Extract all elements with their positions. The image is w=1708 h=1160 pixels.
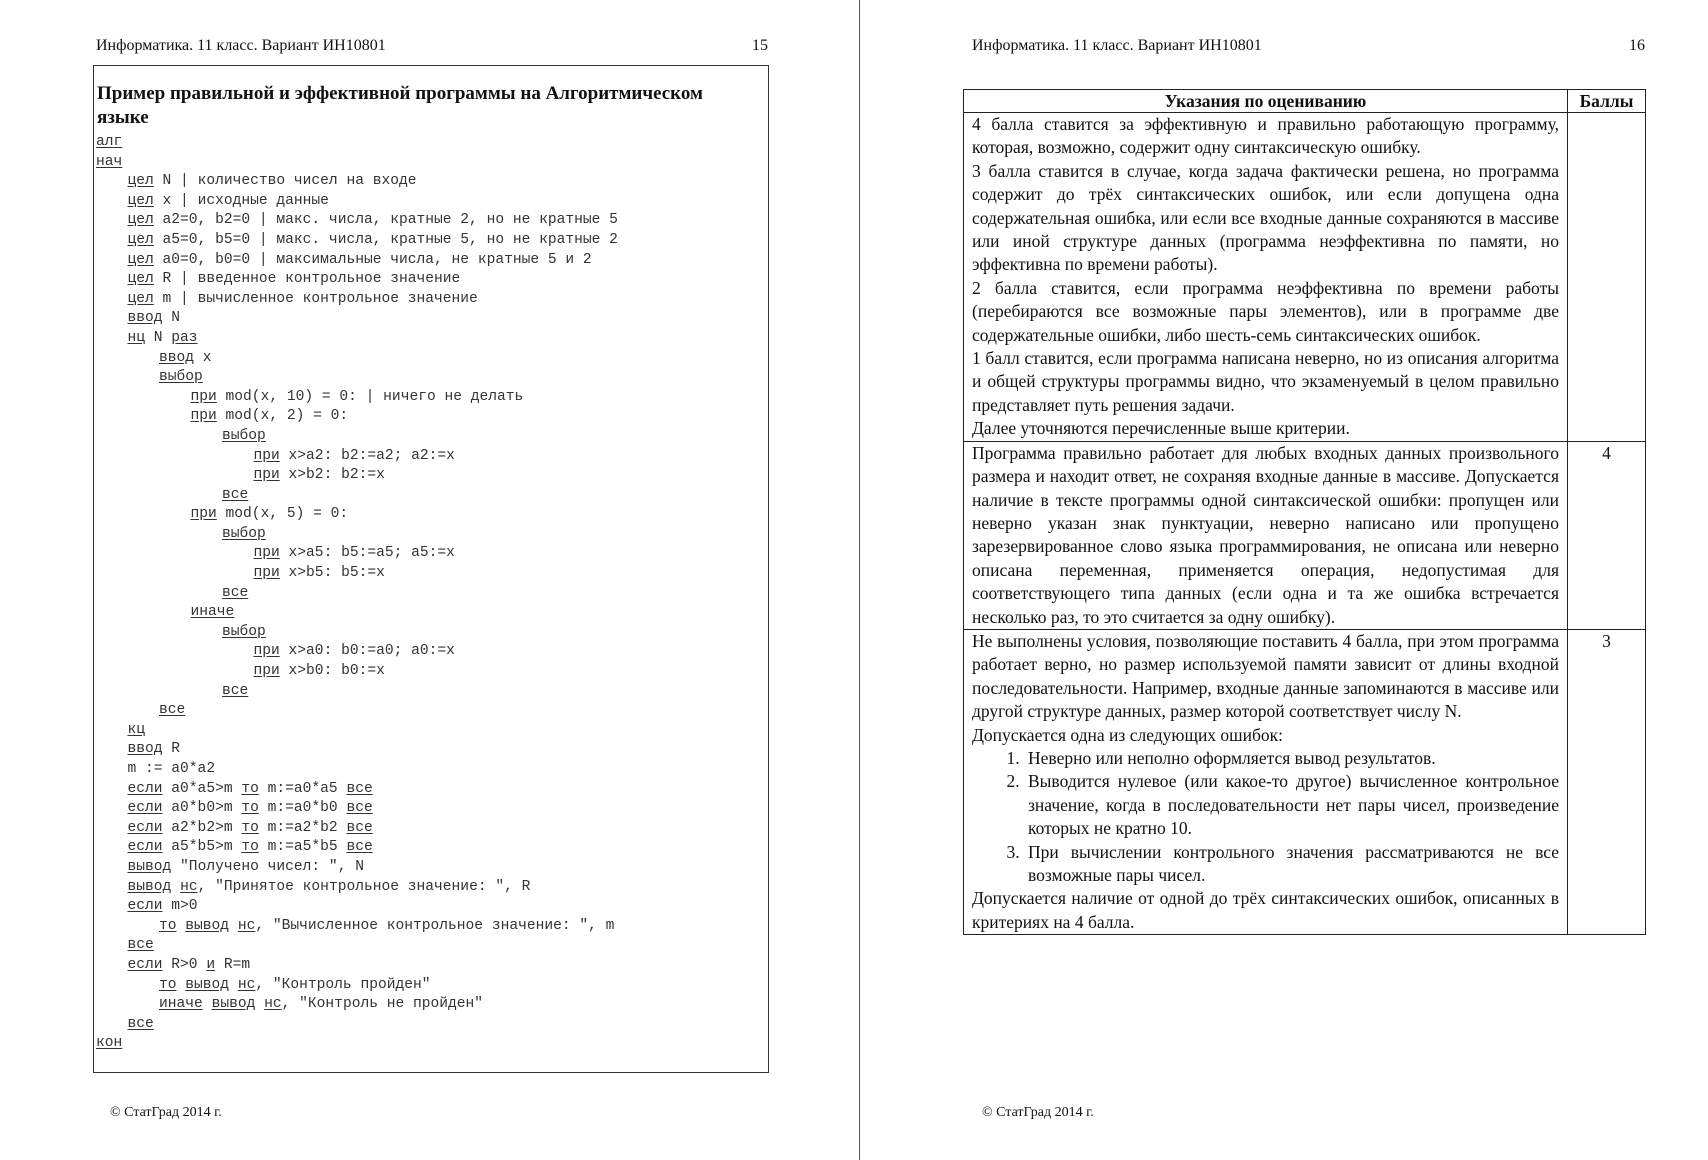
table-row — [964, 441, 1646, 629]
code-line — [96, 878, 618, 898]
code-keyword: то — [241, 780, 259, 797]
code-text: x>b5: b5:=x — [279, 565, 385, 582]
code-keyword: если — [127, 956, 163, 973]
code-text: a2*b2>m — [162, 819, 242, 836]
code-line — [96, 192, 618, 212]
code-text: x>a5: b5:=a5; a5:=x — [279, 545, 455, 562]
code-text — [229, 977, 238, 993]
criteria-paragraph: Программа правильно работает для любых входных данных произвольного размера и находит ответ, не сохраняя входные данные в массиве. Допускается наличие в тексте программы одной синтаксической ошибки: пропущен или неверно указан знак пунктуации, неверно написано или пропущено зарезервированное слово языка программирования, не описана или неверно описана переменная, применяется операция, недопустимая для соответствующего типа данных (если одна и та же ошибка встречается несколько раз, то это считается за одну ошибку). — [972, 442, 1559, 627]
code-line — [96, 368, 618, 388]
code-line — [96, 838, 618, 858]
left-page-header: Информатика. 11 класс. Вариант ИН10801 — [96, 37, 386, 54]
code-line — [96, 525, 618, 545]
criteria-cell — [964, 113, 1568, 442]
code-line — [96, 447, 618, 467]
code-keyword: нс — [180, 878, 198, 895]
code-line — [96, 309, 618, 329]
program-box — [93, 65, 769, 1073]
code-keyword: все — [222, 486, 249, 503]
code-keyword: при — [253, 447, 280, 464]
code-text: , "Контроль пройден" — [255, 976, 431, 993]
code-line — [96, 211, 618, 231]
code-keyword: иначе — [159, 996, 203, 1013]
code-line — [96, 721, 618, 741]
code-keyword: кон — [96, 1035, 123, 1052]
criteria-cell — [964, 441, 1568, 629]
code-text: x>a2: b2:=a2; a2:=x — [279, 447, 455, 464]
code-text: m:=a5*b5 — [258, 839, 347, 856]
code-text: "Получено чисел: ", N — [171, 858, 364, 875]
code-text: a2=0, b2=0 | макс. числа, кратные 2, но не кратные 5 — [153, 212, 618, 229]
criteria-paragraph: Допускается одна из следующих ошибок: — [972, 724, 1284, 745]
code-line — [96, 780, 618, 800]
code-keyword: то — [241, 819, 259, 836]
code-text: mod(x, 5) = 0: — [216, 506, 349, 523]
code-keyword: все — [222, 584, 249, 601]
code-keyword: выбор — [159, 369, 203, 386]
code-keyword: все — [127, 1015, 154, 1032]
code-text: m := a0*a2 — [127, 761, 216, 777]
criteria-table — [963, 89, 1646, 935]
right-page — [860, 0, 1708, 1160]
code-keyword: если — [127, 780, 163, 797]
error-list-item: 3. При вычислении контрольного значения рассматриваются не все возможные пары чисел. — [1024, 841, 1559, 888]
code-keyword: все — [346, 819, 373, 836]
code-text — [171, 879, 180, 895]
code-text: R — [162, 741, 181, 758]
code-text: m | вычисленное контрольное значение — [153, 290, 478, 307]
code-text: R>0 — [162, 956, 207, 973]
code-line — [96, 956, 618, 976]
code-keyword: при — [253, 467, 280, 484]
code-text — [177, 918, 186, 934]
criteria-paragraph: 2 балла ставится, если программа неэффективна по времени работы (перебираются все возможные пары элементов), или в программе две содержательные ошибки, либо шесть-семь синтаксических ошибок. — [972, 277, 1559, 345]
code-line — [96, 682, 618, 702]
right-page-number: 16 — [1629, 37, 1645, 54]
code-keyword: то — [241, 839, 259, 856]
right-page-footer: © СтатГрад 2014 г. — [982, 1105, 1094, 1120]
code-keyword: нс — [237, 917, 256, 934]
code-keyword: цел — [127, 231, 154, 248]
code-line — [96, 603, 618, 623]
right-page-header: Информатика. 11 класс. Вариант ИН10801 — [972, 37, 1262, 54]
code-keyword: если — [127, 800, 163, 817]
code-line — [96, 270, 618, 290]
criteria-paragraph: 3 балла ставится в случае, когда задача фактически решена, но программа содержит до трёх синтаксических ошибок, или если допущена одна содержательная ошибка, или если все входные данные сохраняются в массиве или иной структуре данных (программа неэффективна по памяти, но эффективна по времени работы). — [972, 160, 1559, 275]
score-cell: 3 — [1568, 629, 1646, 934]
code-line — [96, 701, 618, 721]
code-text: N — [162, 310, 181, 327]
code-keyword: выбор — [222, 427, 266, 444]
code-keyword: цел — [127, 271, 154, 288]
code-line — [96, 584, 618, 604]
code-text: N — [145, 329, 172, 346]
code-keyword: цел — [127, 212, 154, 229]
code-keyword: если — [127, 839, 163, 856]
code-keyword: при — [253, 643, 280, 660]
code-keyword: вывод — [185, 917, 230, 934]
code-line — [96, 388, 618, 408]
left-page-footer: © СтатГрад 2014 г. — [110, 1105, 222, 1120]
code-keyword: ввод — [127, 741, 163, 758]
code-line — [96, 466, 618, 486]
code-keyword: все — [346, 839, 373, 856]
code-line — [96, 290, 618, 310]
score-cell: 4 — [1568, 441, 1646, 629]
code-text: x — [194, 349, 212, 366]
code-keyword: цел — [127, 173, 154, 190]
code-keyword: цел — [127, 290, 154, 307]
code-listing — [96, 133, 618, 1054]
code-text: a5*b5>m — [162, 839, 242, 856]
code-line — [96, 349, 618, 369]
code-keyword: при — [190, 408, 217, 425]
code-keyword: и — [206, 956, 216, 973]
code-text: a5=0, b5=0 | макс. числа, кратные 5, но не кратные 2 — [153, 231, 618, 248]
code-keyword: вывод — [211, 996, 256, 1013]
program-title: Пример правильной и эффективной программы на Алгоритмическом языке — [97, 83, 703, 128]
code-keyword: цел — [127, 192, 154, 209]
code-keyword: то — [159, 976, 177, 993]
code-keyword: вывод — [127, 858, 172, 875]
code-text: mod(x, 10) = 0: | ничего не делать — [216, 388, 524, 405]
code-text: mod(x, 2) = 0: — [216, 408, 349, 425]
code-keyword: если — [127, 898, 163, 915]
header-score: Баллы — [1568, 90, 1646, 113]
code-keyword: раз — [171, 329, 198, 346]
code-text — [203, 996, 212, 1012]
code-text: a0=0, b0=0 | максимальные числа, не кратные 5 и 2 — [153, 251, 592, 268]
code-text: m:=a0*a5 — [258, 780, 347, 797]
code-keyword: при — [190, 388, 217, 405]
error-list — [972, 747, 1559, 887]
code-keyword: все — [222, 682, 249, 699]
code-line — [96, 858, 618, 878]
code-line — [96, 799, 618, 819]
code-keyword: выбор — [222, 525, 266, 542]
code-keyword: алг — [96, 134, 123, 150]
code-line — [96, 995, 618, 1015]
code-keyword: все — [346, 800, 373, 817]
criteria-paragraph: Далее уточняются перечисленные выше критерии. — [972, 418, 1350, 439]
code-line — [96, 153, 618, 173]
left-page-number: 15 — [752, 37, 768, 54]
code-text: x | исходные данные — [153, 192, 329, 209]
code-text: m:=a0*b0 — [258, 800, 347, 817]
header-criteria: Указания по оцениванию — [964, 90, 1568, 113]
code-line — [96, 662, 618, 682]
code-line — [96, 1034, 618, 1054]
code-line — [96, 133, 618, 153]
code-line — [96, 642, 618, 662]
code-line — [96, 427, 618, 447]
code-line — [96, 407, 618, 427]
code-text: x>b0: b0:=x — [279, 663, 385, 680]
code-keyword: нс — [237, 976, 256, 993]
code-line — [96, 976, 618, 996]
code-line — [96, 936, 618, 956]
code-keyword: при — [253, 663, 280, 680]
code-keyword: вывод — [185, 976, 230, 993]
code-text — [229, 918, 238, 934]
criteria-paragraph: Допускается наличие от одной до трёх синтаксических ошибок, описанных в критериях на 4 балла. — [972, 888, 1559, 932]
code-keyword: вывод — [127, 878, 172, 895]
code-text: R=m — [215, 956, 251, 973]
code-keyword: то — [159, 917, 177, 934]
code-text — [255, 996, 264, 1012]
code-line — [96, 897, 618, 917]
code-keyword: ввод — [127, 310, 163, 327]
table-header-row — [964, 90, 1646, 113]
code-line — [96, 564, 618, 584]
error-list-item: 1. Неверно или неполно оформляется вывод результатов. — [1024, 747, 1559, 770]
code-keyword: при — [253, 565, 280, 582]
code-line — [96, 917, 618, 937]
criteria-paragraph: 1 балл ставится, если программа написана неверно, но из описания алгоритма и общей структуры программы видно, что экзаменуемый в целом правильно представляет путь решения задачи. — [972, 348, 1559, 415]
code-keyword: нс — [264, 996, 282, 1013]
code-text: N | количество чисел на входе — [153, 173, 417, 190]
code-line — [96, 623, 618, 643]
code-text: x>b2: b2:=x — [279, 467, 385, 484]
code-line — [96, 740, 618, 760]
code-text — [177, 977, 186, 993]
code-text: m:=a2*b2 — [258, 819, 347, 836]
code-line — [96, 251, 618, 271]
code-keyword: то — [241, 800, 259, 817]
code-keyword: все — [346, 780, 373, 797]
criteria-cell — [964, 629, 1568, 934]
code-line — [96, 505, 618, 525]
code-text: x>a0: b0:=a0; a0:=x — [279, 643, 455, 660]
code-line — [96, 486, 618, 506]
code-text: m>0 — [162, 898, 198, 915]
table-row — [964, 113, 1646, 442]
code-keyword: цел — [127, 251, 154, 268]
code-text: , "Принятое контрольное значение: ", R — [197, 878, 531, 895]
score-cell — [1568, 113, 1646, 442]
code-keyword: нц — [127, 329, 146, 346]
code-keyword: при — [253, 545, 280, 562]
code-keyword: при — [190, 506, 217, 523]
code-text: R | введенное контрольное значение — [153, 271, 461, 288]
code-keyword: ввод — [159, 349, 195, 366]
code-line — [96, 231, 618, 251]
code-line — [96, 819, 618, 839]
code-keyword: все — [127, 937, 154, 954]
code-keyword: выбор — [222, 623, 266, 640]
code-keyword: все — [159, 702, 186, 719]
code-line — [96, 544, 618, 564]
table-row — [964, 629, 1646, 934]
code-line — [96, 329, 618, 349]
code-keyword: если — [127, 819, 163, 836]
code-keyword: кц — [127, 721, 146, 738]
code-line — [96, 760, 618, 780]
code-text: a0*b0>m — [162, 800, 242, 817]
code-text: a0*a5>m — [162, 780, 242, 797]
code-text: , "Контроль не пройден" — [281, 996, 484, 1013]
code-keyword: нач — [96, 153, 123, 170]
code-line — [96, 1015, 618, 1035]
code-text: , "Вычисленное контрольное значение: ", m — [255, 917, 615, 934]
criteria-paragraph: Не выполнены условия, позволяющие поставить 4 балла, при этом программа работает верно, но размер используемой памяти зависит от длины входной последовательности. Например, входные данные запоминаются в массиве или другой структуре данных, размер которой соответствует числу N. — [972, 630, 1559, 722]
code-keyword: иначе — [190, 604, 235, 621]
code-line — [96, 172, 618, 192]
criteria-paragraph: 4 балла ставится за эффективную и правильно работающую программу, которая, возможно, содержит одну синтаксическую ошибку. — [972, 114, 1559, 158]
error-list-item: 2. Выводится нулевое (или какое-то другое) вычисленное контрольное значение, когда в последовательности нет пары чисел, произведение которых не кратно 10. — [1024, 770, 1559, 840]
